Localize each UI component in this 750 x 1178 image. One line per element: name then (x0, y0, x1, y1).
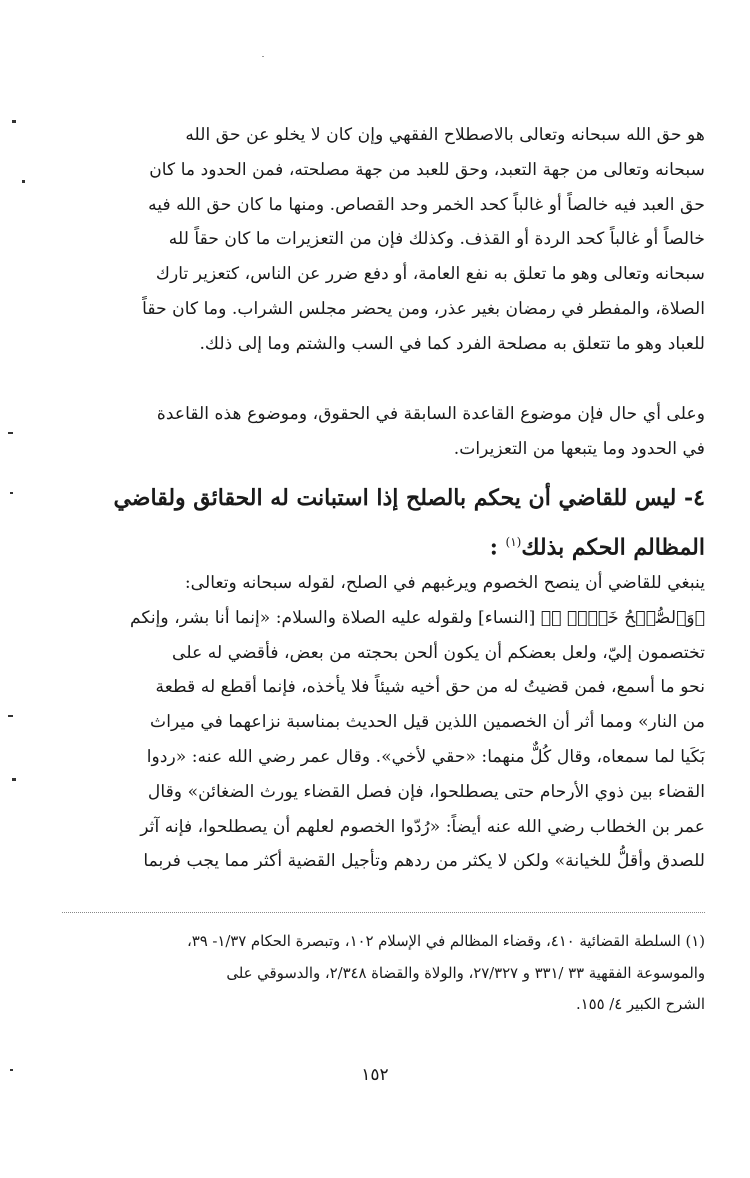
heading-colon: : (489, 534, 498, 561)
paragraph-3 (62, 566, 705, 879)
paragraph-1 (62, 118, 705, 362)
scan-speck (12, 778, 16, 781)
text-line: نحو ما أسمع، فمن قضيتُ له من حق أخيه شيئاً فلا يأخذه، فإنما أقطع له قطعة (155, 677, 705, 698)
text-line: هو حق الله سبحانه وتعالى بالاصطلاح الفقهي وإن كان لا يخلو عن حق الله (185, 125, 705, 145)
heading-line-1: ٤- ليس للقاضي أن يحكم بالصلح إذا استبانت له الحقائق ولقاضي (113, 485, 705, 511)
text-line: من النار» ومما أثر أن الخصمين اللذين قيل الحديث بمناسبة نزاعهما في ميراث (150, 712, 705, 733)
scan-speck (10, 492, 13, 494)
page-number: ١٥٢ (361, 1065, 389, 1085)
text-line: حق العبد فيه خالصاً أو غالباً كحد الخمر وحد القصاص. ومنها ما كان حق الله فيه (148, 194, 705, 215)
scan-speck (8, 715, 13, 717)
text-line: للصدق وأقلُّ للخيانة» ولكن لا يكثر من ردهم وتأجيل القضية أكثر مما يجب فربما (143, 851, 705, 872)
text-line: بَكَيا لما سمعاه، وقال كُلٌّ منهما: «حقي لأخي». وقال عمر رضي الله عنه: «ردوا (146, 746, 705, 767)
text-line: سبحانه وتعالى من جهة التعبد، وحق للعبد من جهة مصلحته، فمن الحدود ما كان (149, 159, 705, 180)
footnote-line: والموسوعة الفقهية ٣٣ /٣٣١ و ٢٧/٣٢٧، والولاة والقضاة ٢/٣٤٨، والدسوقي على (226, 964, 705, 982)
text-line: خالصاً أو غالباً كحد الردة أو القذف. وكذلك فإن من التعزيرات ما كان حقاً لله (168, 229, 705, 250)
heading-line-2-text: المظالم الحكم بذلك (521, 534, 705, 561)
text-line: القضاء بين ذوي الأرحام حتى يصطلحوا، فإن فصل القضاء يورث الضغائن» وقال (147, 781, 705, 802)
footnote-separator (62, 912, 705, 913)
heading-line-2 (62, 520, 705, 569)
section-heading (62, 476, 705, 569)
text-line: تختصمون إليّ، ولعل بعضكم أن يكون ألحن بحجته من بعض، فأقضي له على (172, 642, 705, 663)
footnote-line: الشرح الكبير ٤/ ١٥٥. (575, 996, 705, 1013)
scan-speck (262, 56, 264, 57)
footnote-ref: (١) (505, 535, 522, 549)
text-line: في الحدود وما يتبعها من التعزيرات. (453, 438, 705, 459)
footnote-line: (١) السلطة القضائية ٤١٠، وقضاء المظالم في الإسلام ١٠٢، وتبصرة الحكام ١/٣٧- ٣٩، (186, 933, 705, 950)
text-line: سبحانه وتعالى وهو ما تعلق به نفع العامة، أو دفع ضرر عن الناس، كتعزير تارك (155, 264, 705, 285)
scan-speck (8, 432, 13, 434)
footnotes (62, 926, 705, 1021)
text-line: ينبغي للقاضي أن ينصح الخصوم ويرغبهم في الصلح، لقوله سبحانه وتعالى: (184, 573, 705, 593)
paragraph-2 (62, 397, 705, 467)
scan-speck (12, 120, 16, 123)
scan-speck (22, 180, 25, 183)
text-line: وعلى أي حال فإن موضوع القاعدة السابقة في الحقوق، وموضوع هذه القاعدة (156, 404, 705, 424)
text-line: الصلاة، والمفطر في رمضان بغير عذر، ومن يحضر مجلس الشراب. وما كان حقاً (142, 298, 705, 319)
text-line: ﴿وَٱلصُّلۡحُ خَيۡرٞ ۗ﴾ [النساء] ولقوله عليه الصلاة والسلام: «إنما أنا بشر، وإنكم (129, 607, 705, 628)
text-line: عمر بن الخطاب رضي الله عنه أيضاً: «رُدّوا الخصوم لعلهم أن يصطلحوا، فإنه آثر (140, 816, 705, 837)
text-line: للعباد وهو ما تتعلق به مصلحة الفرد كما في السب والشتم وما إلى ذلك. (199, 333, 705, 354)
